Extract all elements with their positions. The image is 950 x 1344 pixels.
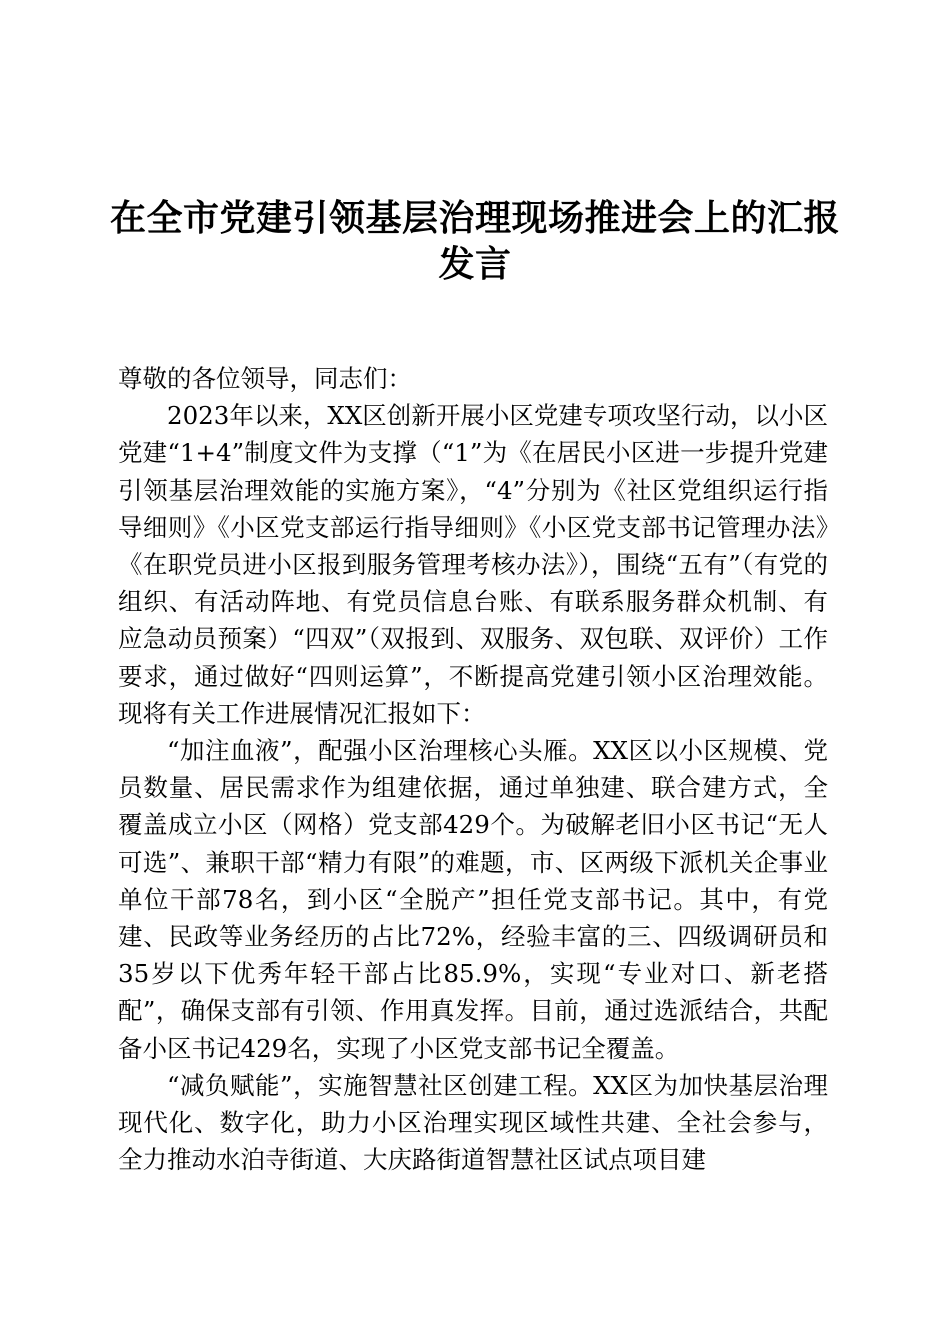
paragraph-empower: “减负赋能”，实施智慧社区创建工程。XX区为加快基层治理现代化、数字化，助力小区治理实现区域性共建、全社会参与，全力推动水泊寺街道、大庆路街道智慧社区试点项目建 xyxy=(118,1070,828,1175)
document-body xyxy=(118,360,828,1178)
paragraph-intro: 2023年以来，XX区创新开展小区党建专项攻坚行动，以小区党建“1+4”制度文件为支撑（“1”为《在居民小区进一步提升党建引领基层治理效能的实施方案》，“4”分别为《社区党组织运行指导细则》《小区党支部运行指导细则》《小区党支部书记管理办法》《在职党员进小区报到服务管理考核办法》），围绕“五有”（有党的组织、有活动阵地、有党员信息台账、有联系服务群众机制、有应急动员预案）“四双”（双报到、双服务、双包联、双评价）工作要求，通过做好“四则运算”，不断提高党建引领小区治理效能。现将有关工作进展情况汇报如下： xyxy=(118,401,828,728)
paragraph-blood: “加注血液”，配强小区治理核心头雁。XX区以小区规模、党员数量、居民需求作为组建依据，通过单独建、联合建方式，全覆盖成立小区（网格）党支部429个。为破解老旧小区书记“无人可选”、兼职干部“精力有限”的难题，市、区两级下派机关企事业单位干部78名，到小区“全脱产”担任党支部书记。其中，有党建、民政等业务经历的占比72%，经验丰富的三、四级调研员和35岁以下优秀年轻干部占比85.9%，实现“专业对口、新老搭配”，确保支部有引领、作用真发挥。目前，通过选派结合，共配备小区书记429名，实现了小区党支部书记全覆盖。 xyxy=(118,736,828,1063)
document-title-line-1: 在全市党建引领基层治理现场推进会上的汇报 xyxy=(109,197,840,239)
document-title-line-2: 发言 xyxy=(438,243,512,285)
salutation: 尊敬的各位领导，同志们： xyxy=(118,364,412,393)
